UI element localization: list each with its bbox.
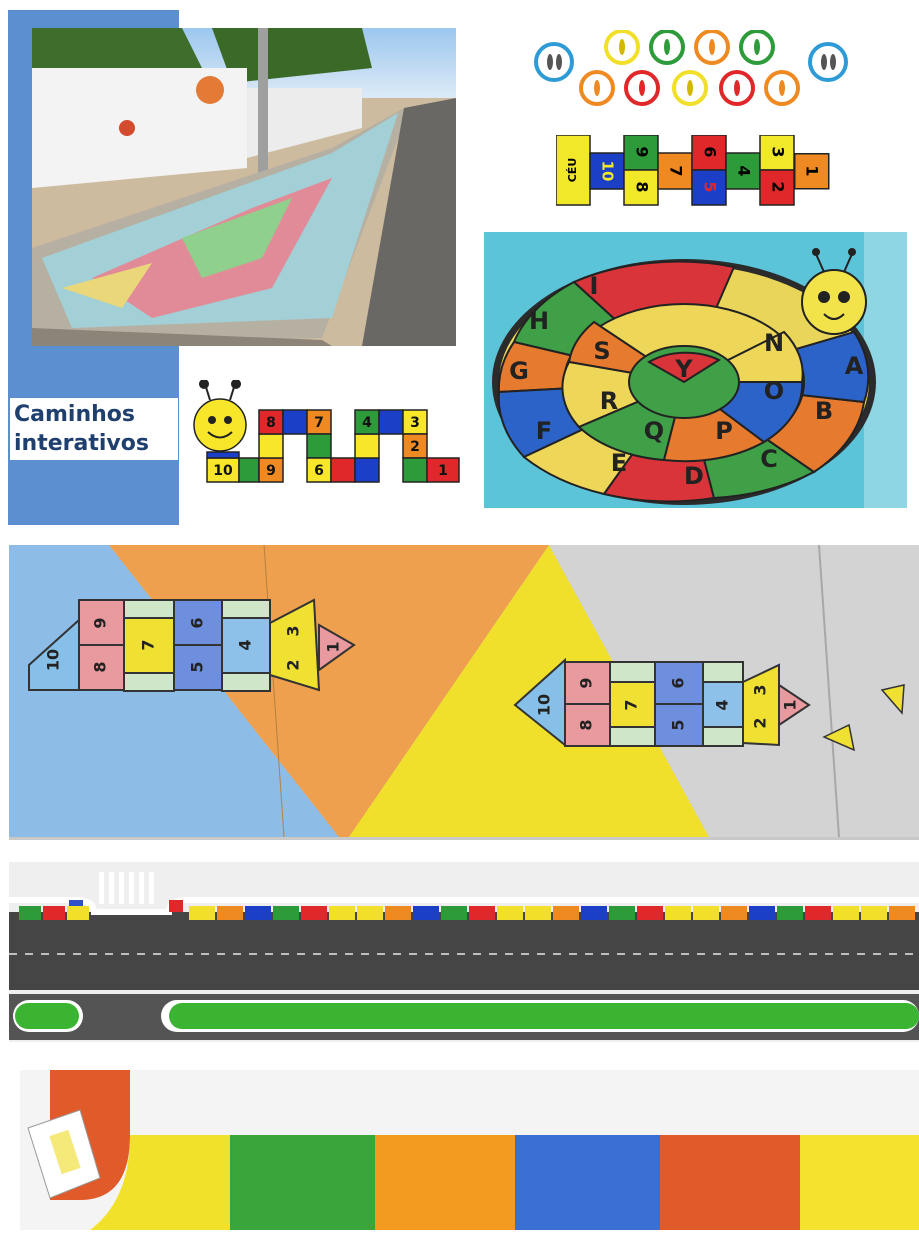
curb-stripe xyxy=(805,906,831,920)
snail-letter: C xyxy=(760,445,778,473)
hopscotch-sky-labels xyxy=(556,135,802,207)
snail-letter: E xyxy=(610,449,628,477)
curb-stripe xyxy=(217,906,243,920)
hop-num: 9 xyxy=(632,146,652,158)
poster-title xyxy=(10,398,178,460)
rocket-left-num: 2 xyxy=(283,659,303,671)
rocket-left-num: 1 xyxy=(323,641,343,653)
rocket-left-num: 5 xyxy=(187,661,207,673)
curb-stripe xyxy=(67,906,89,920)
snail-letter-spiral xyxy=(484,232,907,508)
rocket-right-num: 3 xyxy=(750,684,770,696)
curb-stripe xyxy=(889,906,915,920)
hop-num: 6 xyxy=(700,146,720,158)
hop-num: 10 xyxy=(598,160,617,182)
path-num: 5 xyxy=(362,463,372,479)
colored-lane-printout xyxy=(20,1070,919,1230)
snail-letter: Y xyxy=(675,355,693,383)
rocket-right-num: 2 xyxy=(750,717,770,729)
curb-stripe xyxy=(777,906,803,920)
curb-stripe xyxy=(749,906,775,920)
path-num: 6 xyxy=(314,463,324,479)
path-num: 10 xyxy=(213,463,233,479)
curb-stripe xyxy=(525,906,551,920)
path-num: 4 xyxy=(362,415,372,431)
path-num: 8 xyxy=(266,415,276,431)
road-printout xyxy=(9,862,919,1042)
curb-stripe xyxy=(469,906,495,920)
rocket-left-num: 6 xyxy=(187,617,207,629)
snail-letter: B xyxy=(814,397,834,425)
rocket-right-num: 7 xyxy=(621,699,641,711)
footprints-circles xyxy=(532,30,852,110)
rocket-right-num: 1 xyxy=(780,699,800,711)
snail-letter: Q xyxy=(643,417,665,445)
rocket-left-num: 10 xyxy=(43,648,63,672)
snail-letter: N xyxy=(763,329,785,357)
snail-letter: O xyxy=(763,377,785,405)
hop-num: 3 xyxy=(768,146,788,158)
curb-stripe xyxy=(385,906,411,920)
path-num: 3 xyxy=(410,415,420,431)
rocket-left-num: 9 xyxy=(90,617,110,629)
curb-stripe xyxy=(329,906,355,920)
curb-stripe xyxy=(581,906,607,920)
curb-stripe xyxy=(609,906,635,920)
path-num: 2 xyxy=(410,439,420,455)
curb-stripe xyxy=(861,906,887,920)
rocket-right-num: 6 xyxy=(668,677,688,689)
snail-letter: F xyxy=(535,417,553,445)
rocket-left-num: 7 xyxy=(138,639,158,651)
curb-stripe xyxy=(665,906,691,920)
caterpillar-number-path xyxy=(190,380,472,488)
rocket-right-num: 9 xyxy=(576,677,596,689)
rocket-right-num: 8 xyxy=(576,719,596,731)
curb-stripe xyxy=(441,906,467,920)
curb-stripe xyxy=(553,906,579,920)
curb-stripe xyxy=(43,906,65,920)
snail-letter: H xyxy=(528,307,550,335)
curb-stripe xyxy=(189,906,215,920)
hop-num: 2 xyxy=(768,181,788,193)
rocket-left-num: 3 xyxy=(283,625,303,637)
snail-letter: A xyxy=(844,352,864,380)
hop-num: 1 xyxy=(802,165,822,177)
snail-letter: G xyxy=(509,357,529,385)
curb-stripe xyxy=(721,906,747,920)
curb-stripe xyxy=(273,906,299,920)
title-line-1: Caminhos xyxy=(14,402,135,427)
curb-stripe xyxy=(19,906,41,920)
curb-stripe xyxy=(245,906,271,920)
snail-letter: S xyxy=(593,337,611,365)
rocket-right-num: 5 xyxy=(668,719,688,731)
curb-stripe xyxy=(637,906,663,920)
rocket-left-num: 8 xyxy=(90,661,110,673)
title-line-2: interativos xyxy=(14,431,149,456)
hop-sky-label: CÉU xyxy=(566,157,579,183)
hop-num: 4 xyxy=(734,165,754,177)
curb-stripe xyxy=(833,906,859,920)
hop-num: 8 xyxy=(632,181,652,193)
path-num: 9 xyxy=(266,463,276,479)
path-num: 7 xyxy=(314,415,324,431)
sidewalk-photo xyxy=(32,28,456,346)
snail-letter: I xyxy=(589,272,599,300)
curb-stripe xyxy=(301,906,327,920)
curb-stripe xyxy=(497,906,523,920)
hop-num: 5 xyxy=(700,181,720,193)
path-num: 1 xyxy=(438,463,448,479)
snail-letter: R xyxy=(599,387,619,415)
rocket-right-num: 4 xyxy=(712,699,732,711)
curb-stripe xyxy=(693,906,719,920)
rocket-right-num: 10 xyxy=(534,693,554,717)
hopscotch-last-cell xyxy=(794,153,830,190)
snail-letter: D xyxy=(684,462,704,490)
rocket-hopscotch-photo xyxy=(9,545,919,840)
snail-letter: P xyxy=(715,417,733,445)
curb-stripe xyxy=(413,906,439,920)
curb-stripe xyxy=(357,906,383,920)
hop-num: 7 xyxy=(666,165,686,177)
rocket-left-num: 4 xyxy=(235,639,255,651)
